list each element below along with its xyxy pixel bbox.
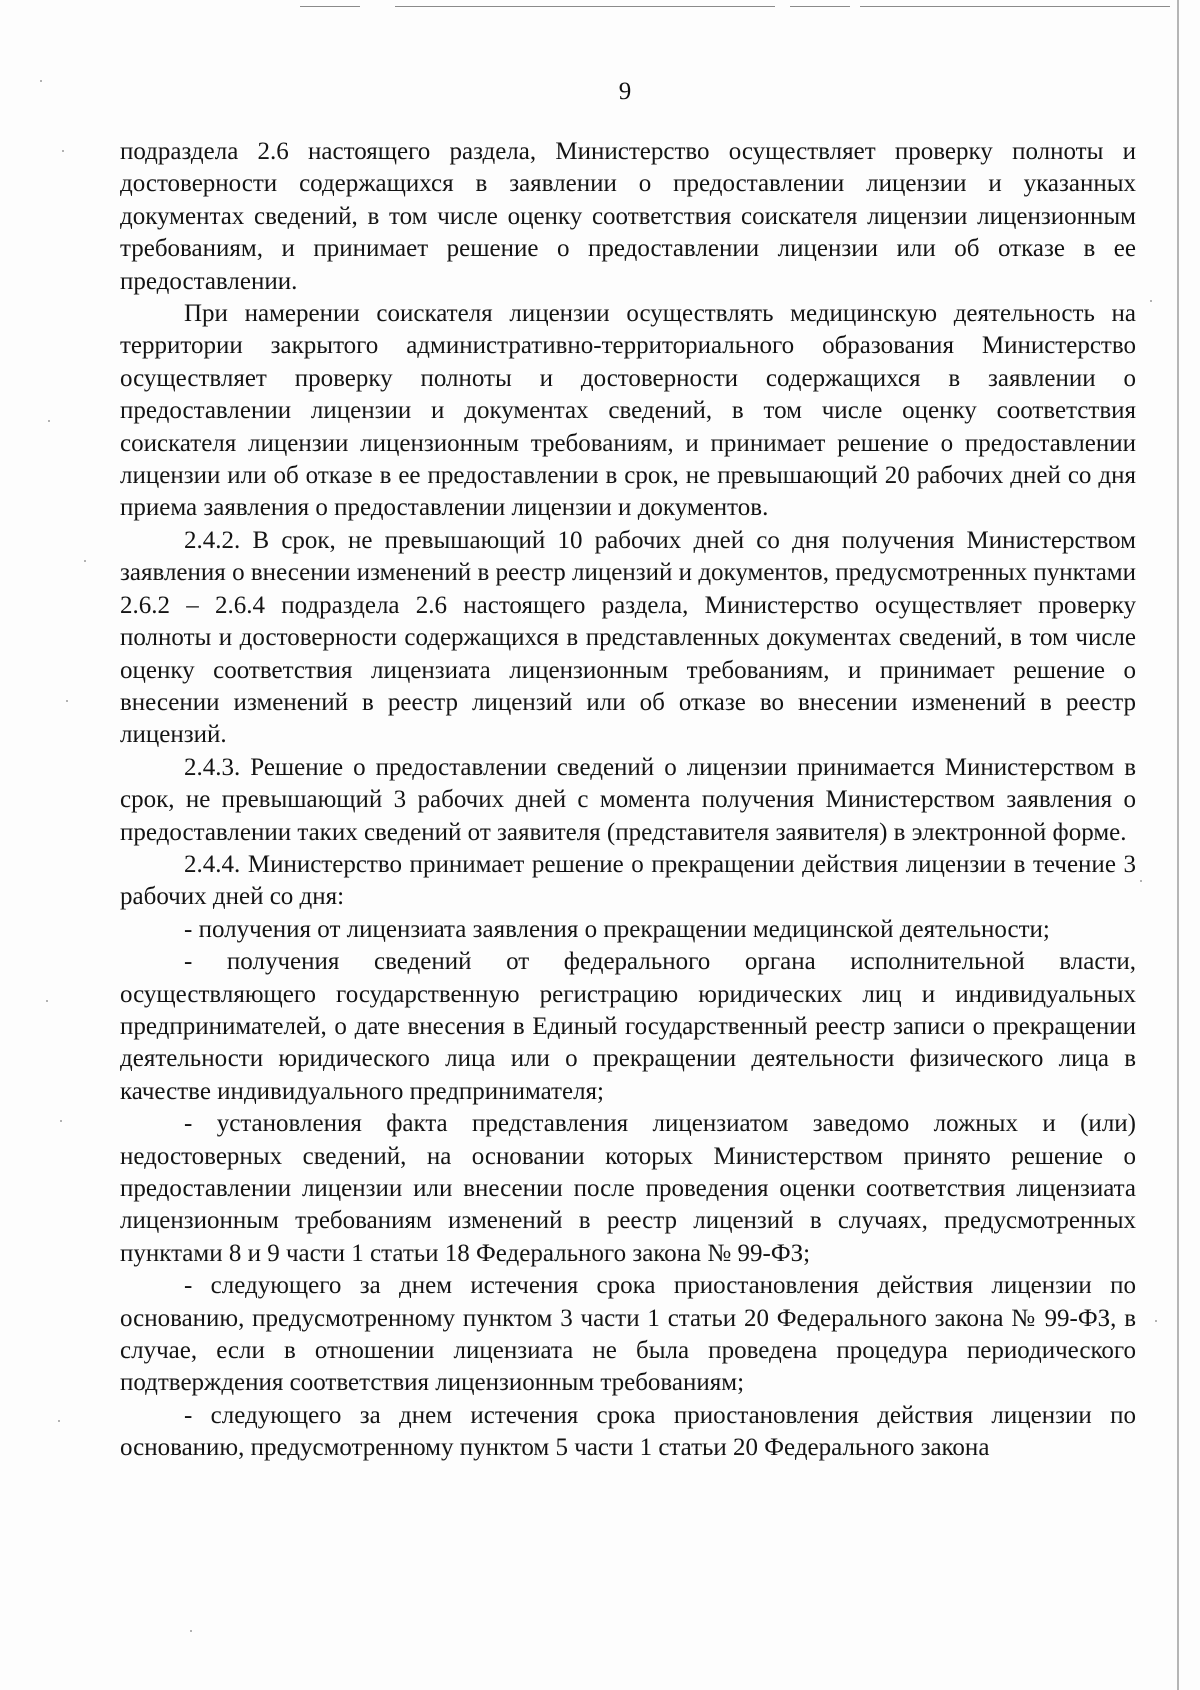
scan-top-rule	[860, 6, 1170, 7]
paragraph: 2.4.3. Решение о предоставлении сведений о лицензии принимается Министерством в срок, не превышающий 3 рабочих дней с момента получения Министерством заявления о предоставлении таких сведений от заявителя (представителя заявителя) в электронной форме.	[120, 753, 1136, 846]
list-item: - установления факта представления лицензиатом заведомо ложных и (или) недостоверных сведений, на основании которых Министерством принято решение о предоставлении лицензии или внесении после проведения оценки соответствия лицензиата лицензионным требованиям изменений в реестр лицензий в случаях, предусмотренных пунктами 8 и 9 части 1 статьи 18 Федерального закона № 99-ФЗ;	[120, 1110, 1136, 1267]
paragraph: 2.4.4. Министерство принимает решение о прекращении действия лицензии в течение 3 рабочих дней со дня:	[120, 850, 1136, 911]
scan-top-rule	[300, 6, 360, 7]
paragraph: 2.4.2. В срок, не превышающий 10 рабочих дней со дня получения Министерством заявления о внесении изменений в реестр лицензий и документов, предусмотренных пунктами 2.6.2 – 2.6.4 подраздела 2.6 настоящего раздела, Министерство осуществляет проверку полноты и достоверности содержащихся в представленных документах сведений, в том числе оценку соответствия лицензиата лицензионным требованиям, и принимает решение о внесении изменений в реестр лицензий или об отказе во внесении изменений в реестр лицензий.	[120, 526, 1136, 749]
scan-speck	[1140, 880, 1142, 882]
scan-speck	[62, 150, 64, 152]
scan-speck	[60, 1120, 62, 1122]
scan-speck	[58, 1420, 60, 1422]
list-item: - получения сведений от федерального органа исполнительной власти, осуществляющего государственную регистрацию юридических лиц и индивидуальных предпринимателей, о дате внесения в Единый государственный реестр записи о прекращении деятельности юридического лица или о прекращении деятельности физического лица в качестве индивидуального предпринимателя;	[120, 948, 1136, 1105]
list-item: - получения от лицензиата заявления о прекращении медицинской деятельности;	[184, 915, 1050, 943]
scan-speck	[84, 560, 86, 562]
paragraph: подраздела 2.6 настоящего раздела, Министерство осуществляет проверку полноты и достоверности содержащихся в заявлении о предоставлении лицензии и указанных документах сведений, в том числе оценку соответствия соискателя лицензии лицензионным требованиям, и принимает решение о предоставлении лицензии или об отказе в ее предоставлении.	[120, 138, 1136, 295]
scan-speck	[1150, 300, 1152, 302]
paragraph: При намерении соискателя лицензии осуществлять медицинскую деятельность на территории закрытого административно-территориального образования Министерство осуществляет проверку полноты и достоверности содержащихся в заявлении о предоставлении лицензии и документах сведений, в том числе оценку соответствия соискателя лицензии лицензионным требованиям, и принимает решение о предоставлении лицензии или об отказе в ее предоставлении в срок, не превышающий 20 рабочих дней со дня приема заявления о предоставлении лицензии и документов.	[120, 300, 1136, 522]
scan-top-rule	[790, 6, 850, 7]
list-item: - следующего за днем истечения срока приостановления действия лицензии по основанию, предусмотренному пунктом 5 части 1 статьи 20 Федерального закона	[120, 1401, 1136, 1462]
document-body	[120, 136, 1136, 1465]
scan-speck	[48, 420, 50, 422]
scan-speck	[46, 1000, 48, 1002]
list-item: - следующего за днем истечения срока приостановления действия лицензии по основанию, предусмотренному пунктом 3 части 1 статьи 20 Федерального закона № 99-ФЗ, в случае, если в отношении лицензиата не была проведена процедура периодического подтверждения соответствия лицензионным требованиям;	[120, 1272, 1136, 1397]
page-number: 9	[618, 78, 632, 105]
scan-speck	[66, 700, 68, 702]
scan-speck	[190, 1630, 192, 1632]
scan-speck	[1155, 1320, 1157, 1322]
scan-top-rule	[395, 6, 775, 7]
scan-right-edge	[1177, 0, 1179, 1690]
